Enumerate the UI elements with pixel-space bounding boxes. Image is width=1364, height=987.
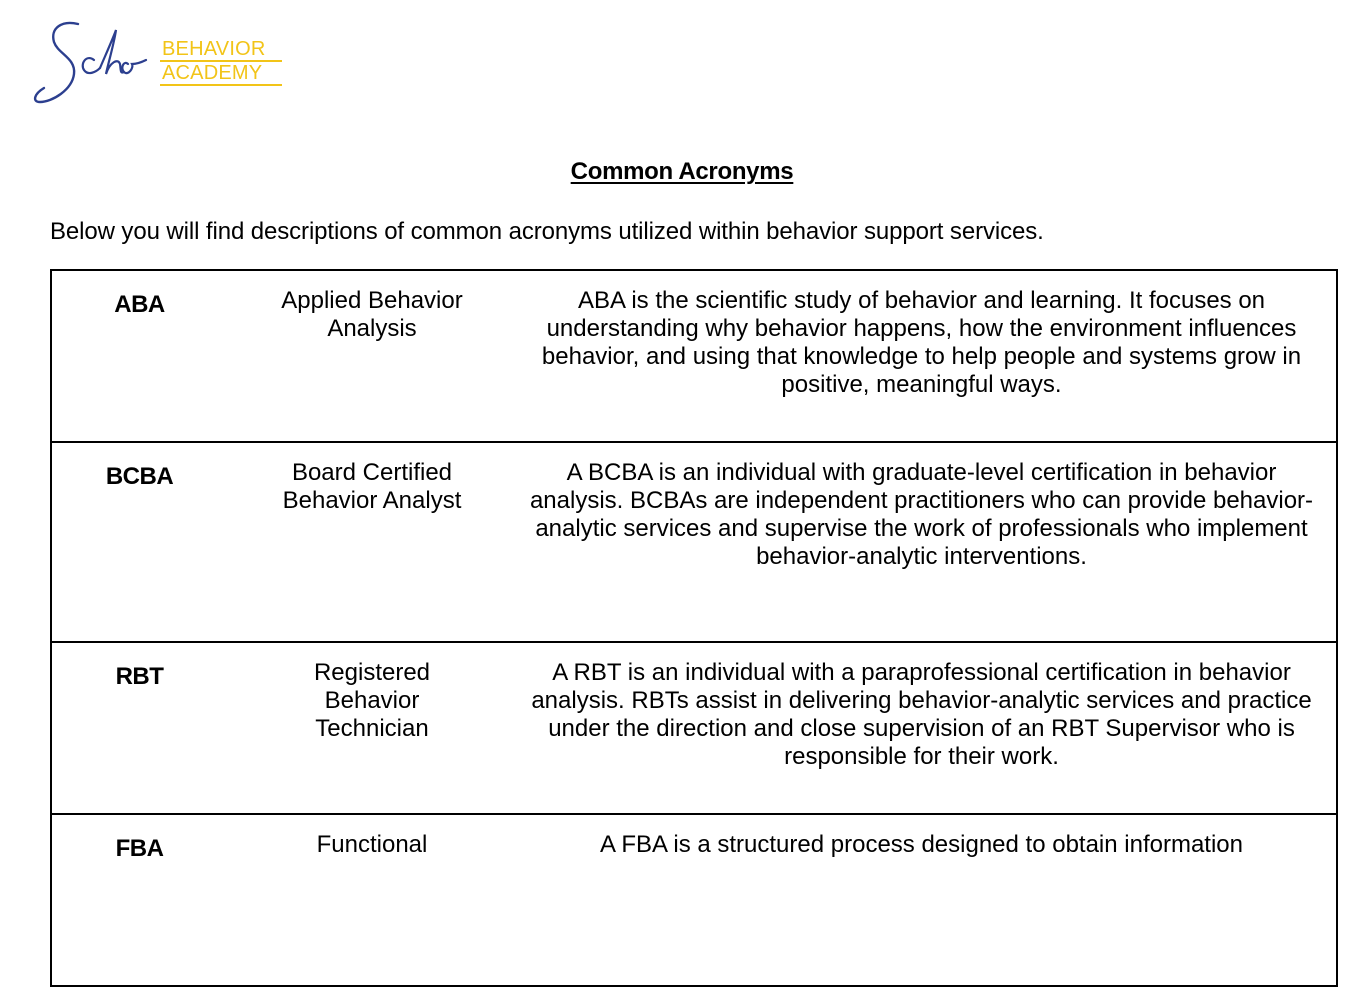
table-row	[51, 642, 1337, 814]
acronym-full	[227, 270, 517, 442]
acronym-abbr: ABA	[51, 270, 227, 442]
acronyms-table	[50, 269, 1338, 987]
logo-line-academy: ACADEMY	[160, 60, 282, 86]
acronym-abbr: FBA	[51, 814, 227, 986]
acronym-full-text: Functional	[316, 831, 428, 858]
acronym-abbr: BCBA	[51, 442, 227, 642]
acronym-full-text: Applied Behavior Analysis	[281, 287, 463, 342]
acronym-full	[227, 442, 517, 642]
logo-script-mark	[32, 14, 162, 114]
acronym-full-text: Registered Behavior Technician	[313, 659, 431, 742]
acronym-abbr: RBT	[51, 642, 227, 814]
acronym-description: A RBT is an individual with a paraprofessional certification in behavior analysis. RBTs assist in delivering behavior-analytic services and practice under the direction and close supervision of an RBT Supervisor who is responsible for their work.	[517, 642, 1337, 814]
acronym-full	[227, 814, 517, 986]
table-row	[51, 814, 1337, 986]
acronym-full-text: Board Certified Behavior Analyst	[282, 459, 462, 514]
intro-text: Below you will find descriptions of common acronyms utilized within behavior support services.	[50, 218, 1044, 245]
acronym-description: A FBA is a structured process designed to obtain information	[517, 814, 1337, 986]
acronym-description: ABA is the scientific study of behavior and learning. It focuses on understanding why behavior happens, how the environment influences behavior, and using that knowledge to help people and systems grow in positive, meaningful ways.	[517, 270, 1337, 442]
page-title: Common Acronyms	[570, 158, 794, 185]
logo-wordmark	[160, 38, 282, 86]
logo	[32, 14, 292, 114]
table-row	[51, 442, 1337, 642]
table-row	[51, 270, 1337, 442]
acronym-full	[227, 642, 517, 814]
logo-line-behavior: BEHAVIOR	[162, 38, 266, 60]
acronym-description: A BCBA is an individual with graduate-level certification in behavior analysis. BCBAs are independent practitioners who can provide behavior-analytic services and supervise the work of professionals who implement behavior-analytic interventions.	[517, 442, 1337, 642]
